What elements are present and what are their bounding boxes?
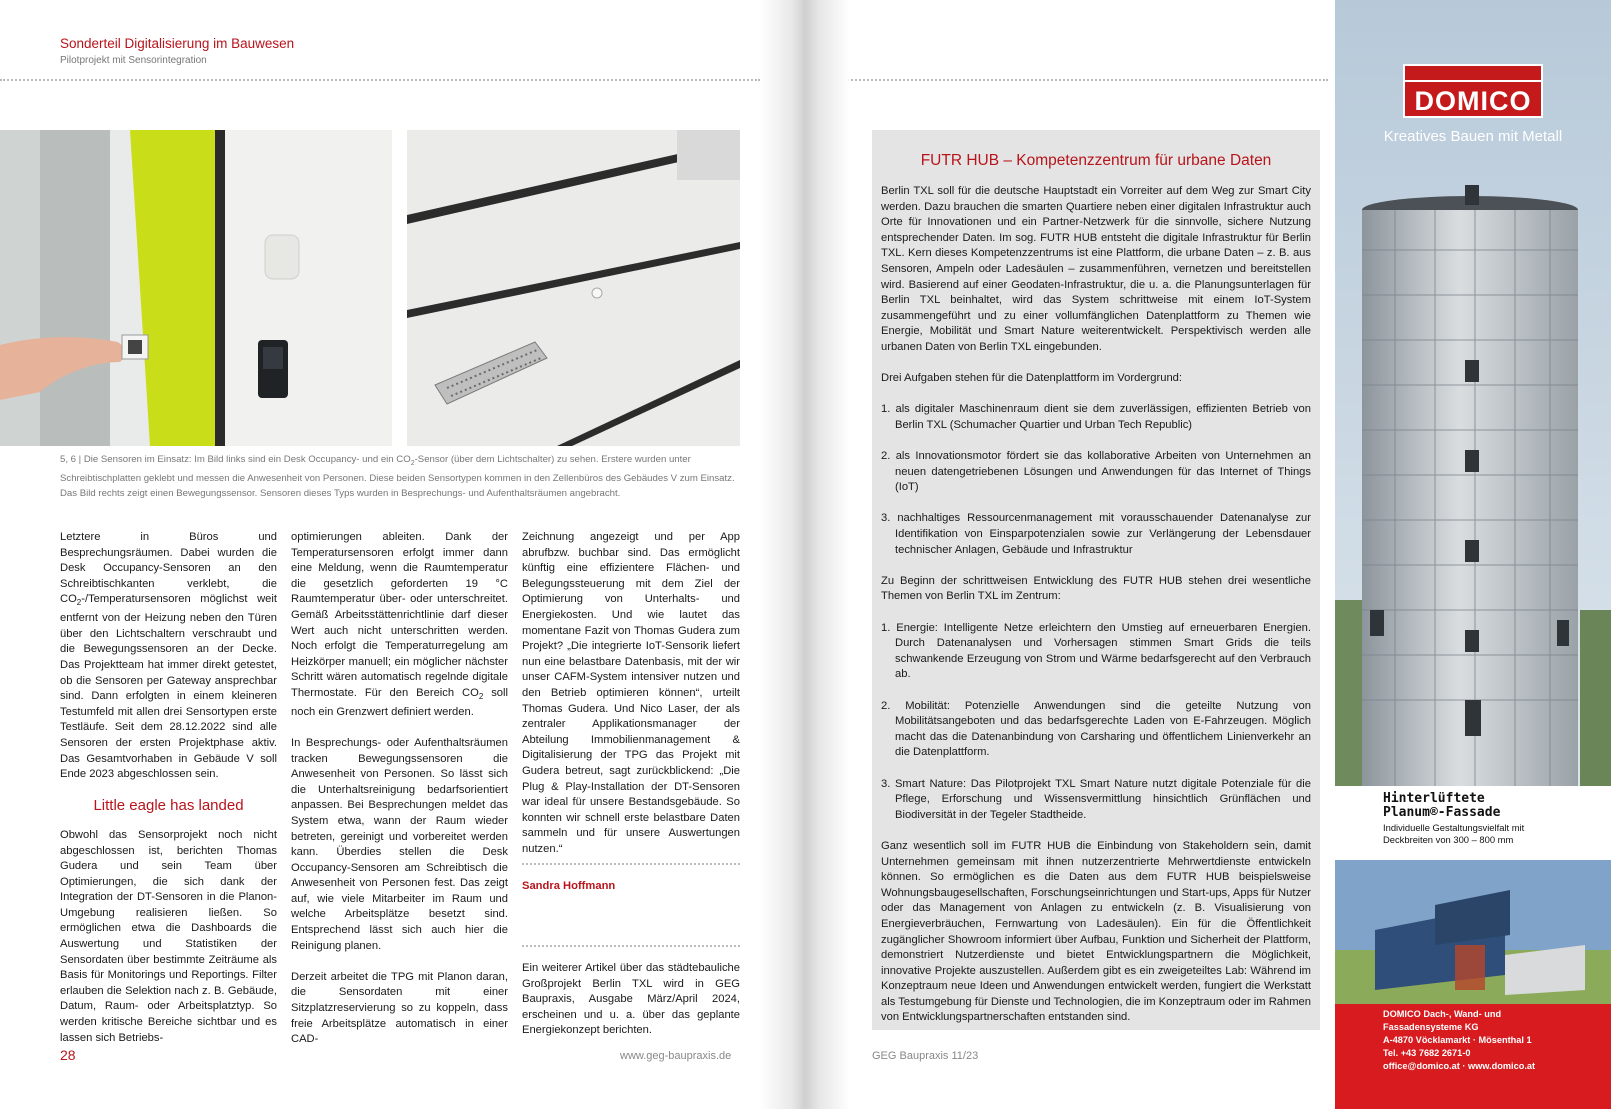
task-list (881, 402, 1311, 558)
paragraph: Ganz wesentlich soll im FUTR HUB die Einbindung von Stakeholdern sein, damit Unternehmen gemeinsam mit ihnen nutzerzentrierte Mehrwertdienste entwickeln können. So ermöglichen es die Daten aus dem FUTR HUB beispielsweise Wohnungsbaugesellschaften, Forschungseinrichtungen und Start-ups, Apps für Nutzer oder das Management von Anlagen zu entwickeln (z. B. Visualisierung von Energieverbräuchen, Fernwartung von Ladesäulen). Ein für die Öffentlichkeit zugänglicher Showroom informiert über Aufbau, Funktion und Sicherheit der Plattform, demonstriert Nutzerdienste und bietet Entwicklungspartnern die Möglichkeit, innovative Projekte auszustellen. Außerdem gibt es ein zweigeteiltes Lab: Während im Konzeptraum neue Ideen und Anwendungen entwickelt werden, fungiert die Werkstatt als Testumgebung für Dienste und Technologien, die im Konzeptraum oder im Rahmen von Entwicklungspartnerschaften entstanden sind. (881, 839, 1311, 1024)
ad-product-title: Hinterlüftete Planum®-Fassade (1383, 791, 1501, 820)
tower-photo (1335, 0, 1611, 1109)
list-item: 3. Smart Nature: Das Pilotprojekt TXL Smart Nature nutzt digitale Potenziale für die Pflege, Erforschung und Wissensvermittlung hinsichtlich Grünflächen und Biodiversität in der Tegeler Stadtheide. (881, 777, 1311, 821)
list-item: 2. als Innovationsmotor fördert sie das kollaborative Arbeiten von Unternehmen an neuen datengetriebenen Lösungen und Anwendungen für das Internet of Things (IoT) (881, 450, 1311, 494)
figure-caption: 5, 6 | Die Sensoren im Einsatz: Im Bild links sind ein Desk Occupancy- und ein $CO_2$-Sensor (über dem Lichtschalter) zu sehen. Erstere wurden unter Schreibtischplatten geklebt und messen die Anwesenheit von Personen. Diese beiden Sensortypen kommen in den Zellenbüros des Gebäudes V zum Einsatz. Das Bild rechts zeigt einen Bewegungssensor. Sensoren dieses Typs wurden in Besprechungs- und Aufenthaltsräumen angebracht. (60, 454, 735, 499)
divider (522, 863, 740, 865)
column-1 (60, 530, 277, 1046)
box-title: FUTR HUB – Kompetenzzentrum für urbane Daten (920, 152, 1272, 169)
divider (522, 945, 740, 947)
subheading: Little eagle has landed (93, 797, 244, 815)
left-page (0, 0, 790, 1109)
ad-address[interactable]: DOMICO Dach-, Wand- und Fassadensysteme KG A-4870 Vöcklamarkt · Mösenthal 1 Tel. +43 7682 2671-0 office@domico.at · www.domico.at (1383, 1009, 1536, 1071)
paragraph: Letztere in Büros und Besprechungsräumen. Dabei wurden die Desk Occupancy-Sensoren an den Schreibtischkanten verklebt, die $CO_2-$/Temperatursensoren möglichst weit entfernt von der Heizung neben den Türen über den Lichtschaltern verschraubt und die Bewegungssensoren an der Decke. Das Projektteam hat immer direkt getestet, ob die Sensoren per Gateway ansprechbar sind. Dann erfolgten in einem kleineren Testumfeld mit allen drei Sensortypen erste Testläufe. Seit dem 28.12.2022 sind alle Sensoren der ersten Projektphase aktiv. Das Gesamtvorhaben in Gebäude V soll Ende 2023 abgeschlossen sein. (60, 531, 277, 781)
paragraph: Ein weiterer Artikel über das städtebauliche Großprojekt Berlin TXL wird in GEG Baupraxis, Ausgabe März/April 2024, erscheinen und u. a. über das geplante Energiekonzept berichten. (522, 962, 740, 1037)
ad-claim: Kreatives Bauen mit Metall (1383, 128, 1563, 145)
list-item: 2. Mobilität: Potenzielle Anwendungen sind die geteilte Nutzung von Mobilitätsangeboten und das bedarfsgerechte Laden von E-Fahrzeugen. Möglich macht das die Datenanbindung von Carsharing und öffentlichem Linienverkehr an die Datenplattform. (881, 699, 1311, 759)
paragraph: Obwohl das Sensorprojekt noch nicht abgeschlossen ist, berichten Thomas Gudera und sein Team über Optimierungen, die sich dank der Integration der DT-Sensoren in die Planon-Umgebung realisieren ließen. So ermöglichen etwa die Dashboards die Auswertung und Statistiken der Sensordaten über bestimmte Zeiträume als Basis für Monitorings und Reportings. Filter erlauben die Selektion nach z. B. Gebäude, Datum, Raum- oder Arbeitsplatztyp. So werden kritische Bereiche sichtbar und es lassen sich Betriebs- (60, 828, 277, 1044)
list-item: 1. Energie: Intelligente Netze erleichtern den Umstieg auf erneuerbaren Energien. Durch Datenanalysen und Vorhersagen stimmen Smart Grids die teils schwankende Erzeugung von Strom und Wärme bedarfsgerecht auf den Verbrauch ab. (881, 621, 1311, 681)
photo-desk-sensor (0, 130, 392, 446)
right-page (820, 0, 1611, 1109)
paragraph: In Besprechungs- oder Aufenthaltsräumen tracken Bewegungssensoren die Anwesenheit von Personen. So lässt sich die Unterhaltsreinigung bedarfsorientiert anpassen. Bei Besprechungen meldet das System etwa, wann der Raum wieder betreten, gereinigt und vorbereitet werden kann. Überdies stellen die Desk Occupancy-Sensoren am Schreibtisch die Anwesenheit von Personen fest. Das zeigt auf, wie viele Mitarbeiter im Raum und welche Arbeitsplätze besetzt sind. Entsprechend lässt sich auch hier die Reinigung planen. (291, 736, 508, 952)
author-name: Sandra Hoffmann (522, 880, 616, 893)
footer-url[interactable]: www.geg-baupraxis.de (620, 1050, 732, 1062)
header-divider (0, 79, 760, 81)
paragraph: optimierungen ableiten. Dank der Temperatursensoren erfolgt immer dann eine Meldung, wenn die Raumtemperatur die gesetzlich geforderten 19 °C Raumtemperatur über- oder unterschreitet. Gemäß Arbeitsstättenrichtlinie darf dieser Wert auch nicht unterschritten werden. Noch erfolgt die Temperaturregelung am Heizkörper manuell; ein möglicher nächster Schritt wären automatisch regelnde digitale Thermostate. Für den Bereich $CO_2$ soll noch ein Grenzwert definiert werden. (291, 531, 508, 718)
header-divider (828, 79, 1328, 81)
topic-list (881, 621, 1311, 824)
photo-ceiling-sensor (407, 130, 740, 446)
paragraph: Zeichnung angezeigt und per App abrufbzw. buchbar sind. Das ermöglicht künftig eine effizientere Flächen- und Belegungssteuerung mit dem Ziel der Optimierung von Unterhalts- und Energiekosten. Und wie lautet das momentane Fazit von Thomas Gudera zum Projekt? „Die integrierte IoT-Sensorik liefert nun eine belastbare Datenbasis, mit der wir unser CAFM-System intensiver nutzen und den Betrieb optimieren können“, urteilt Thomas Gudera. Und Nico Laser, der als zentraler Applikationsmanager der Abteilung Immobilienmanagement & Digitalisierung der TPG das Projekt mit Gudera betreut, sagt zurückblickend: „Die Plug & Play-Installation der DT-Sensoren war ideal für unsere Bestandsgebäude. So konnten wir schnell erste belastbare Daten sammeln und für unsere Auswertungen nutzen.“ (522, 531, 740, 855)
domico-logo: DOMICO (1403, 64, 1543, 118)
section-subtitle: Pilotprojekt mit Sensorintegration (60, 55, 207, 66)
info-box (872, 130, 1320, 1030)
paragraph: Derzeit arbeitet die TPG mit Planon daran, die Sensordaten mit einer Sitzplatzreservierung so zu koppeln, dass freie Arbeitsplätze automatisch in einer CAD- (291, 970, 508, 1046)
column-3 (522, 530, 740, 1039)
section-title: Sonderteil Digitalisierung im Bauwesen (60, 36, 295, 51)
book-gutter (760, 0, 850, 1109)
paragraph: Drei Aufgaben stehen für die Datenplattform im Vordergrund: (881, 372, 1182, 385)
column-2 (291, 530, 508, 1048)
list-item: 1. als digitaler Maschinenraum dient sie dem zuverlässigen, effizienten Betrieb von Berlin TXL (Schumacher Quartier und Urban Tech Republic) (881, 403, 1311, 431)
paragraph: Zu Beginn der schrittweisen Entwicklung des FUTR HUB stehen drei wesentliche Themen von Berlin TXL im Zentrum: (881, 574, 1311, 603)
paragraph: Berlin TXL soll für die deutsche Hauptstadt ein Vorreiter auf dem Weg zur Smart City werden. Dazu brauchen die smarten Quartiere neben einer digitalen Infrastruktur auch Orte für Innovationen und ein Partner-Netzwerk für die sinnvolle, sichere Nutzung entsprechender Daten. Im sog. FUTR HUB entsteht die digitale Infrastruktur für Berlin TXL. Kern dieses Kompetenzzentrums ist eine Plattform, die urbane Daten – z. B. aus Sensoren, Ampeln oder Ladesäulen – zusammenführen, vernetzen und bereitstellen wird. Basierend auf einer Geodaten-Infrastruktur, die u. a. die Planungsunterlagen für Berlin TXL beinhaltet, wird das System schrittweise mit einem IoT-System zusammengeführt und zu einer vollumfänglichen Datenplattform zu Themen wie Energie, Mobilität und Smart Nature weiterentwickelt. Perspektivisch werden alle urbanen Daten von Berlin TXL eingebunden. (881, 185, 1311, 353)
ad-product-subtitle: Individuelle Gestaltungsvielfalt mit Deckbreiten von 300 – 800 mm (1383, 822, 1525, 845)
page-number: 28 (60, 1047, 76, 1063)
advertisement[interactable] (1335, 0, 1611, 1109)
footer-issue: GEG Baupraxis 11/23 (872, 1050, 979, 1062)
list-item: 3. nachhaltiges Ressourcenmanagement mit vorausschauender Datenanalyse zur Identifikation von Einsparpotenzialen sowie zur Verlängerung der Lebensdauer technischer Anlagen, Gebäude und Infrastruktur (881, 512, 1311, 556)
